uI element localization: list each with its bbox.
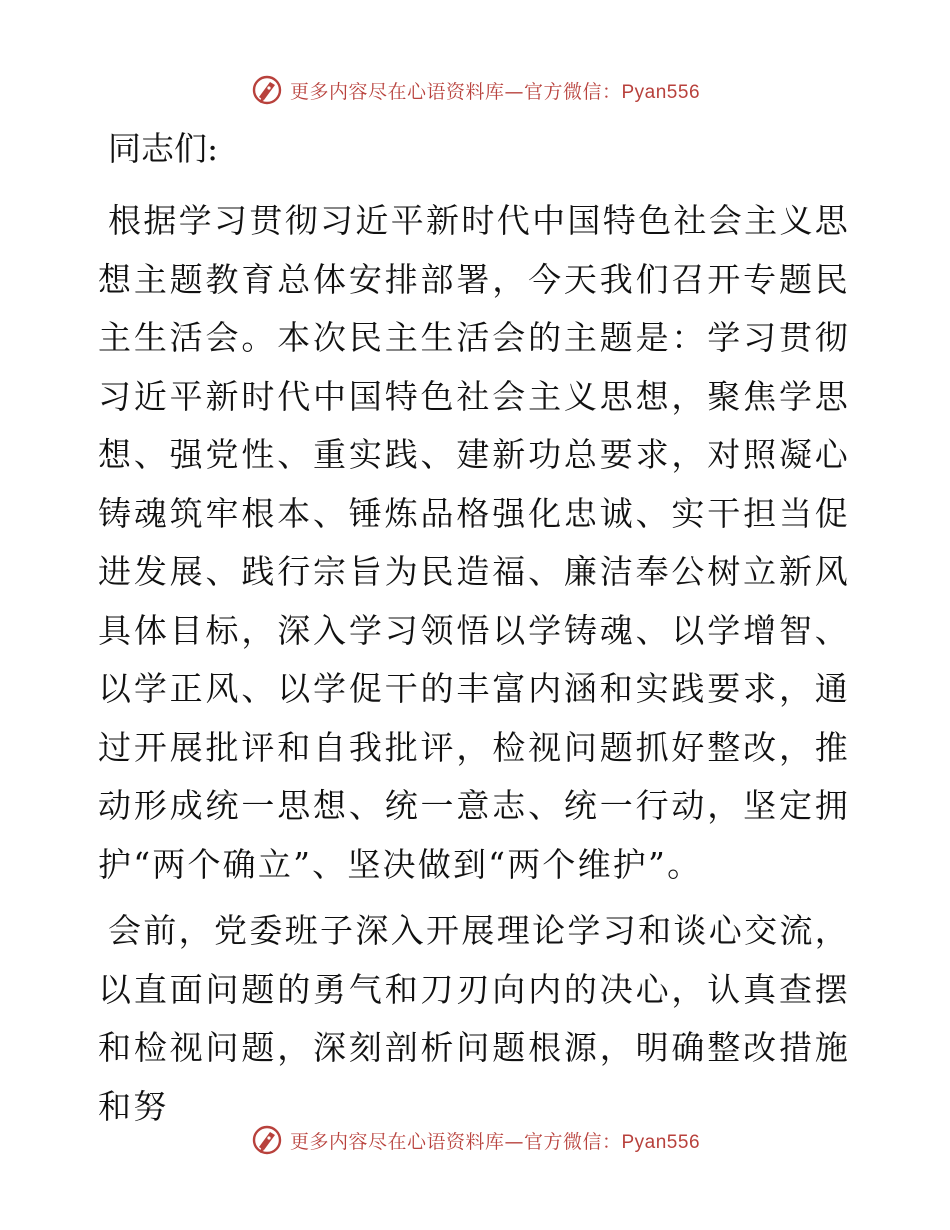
watermark-text: [290, 1127, 700, 1154]
pen-nib-logo-icon: [250, 73, 284, 107]
footer-watermark: [0, 1120, 950, 1160]
document-body: [98, 120, 850, 1136]
pen-nib-logo-icon: [250, 1123, 284, 1157]
watermark-official-text: 官方微信：: [523, 80, 622, 103]
watermark-site-text: 更多内容尽在心语资料库: [289, 80, 505, 103]
watermark-site-text: 更多内容尽在心语资料库: [289, 1130, 505, 1153]
header-watermark: [0, 70, 950, 110]
watermark-separator: —: [504, 80, 524, 103]
paragraph-1: 根据学习贯彻习近平新时代中国特色社会主义思想主题教育总体安排部署，今天我们召开专题民主生活会。本次民主生活会的主题是：学习贯彻习近平新时代中国特色社会主义思想，聚焦学思想、强党性、重实践、建新功总要求，对照凝心铸魂筑牢根本、锤炼品格强化忠诚、实干担当促进发展、践行宗旨为民造福、廉洁奉公树立新风具体目标，深入学习领悟以学铸魂、以学增智、以学正风、以学促干的丰富内涵和实践要求，通过开展批评和自我批评，检视问题抓好整改，推动形成统一思想、统一意志、统一行动，坚定拥护“两个确立”、坚决做到“两个维护”。: [98, 201, 850, 884]
watermark-text: [290, 77, 700, 104]
watermark-wechat-id: Pyan556: [621, 81, 701, 103]
watermark-separator: —: [504, 1130, 524, 1153]
watermark-official-text: 官方微信：: [523, 1130, 622, 1153]
watermark-wechat-id: Pyan556: [621, 1131, 701, 1153]
salutation: 同志们:: [108, 129, 219, 168]
paragraph-2: 会前，党委班子深入开展理论学习和谈心交流，以直面问题的勇气和刀刃向内的决心，认真查摆和检视问题，深刻剖析问题根源，明确整改措施和努: [98, 911, 850, 1126]
